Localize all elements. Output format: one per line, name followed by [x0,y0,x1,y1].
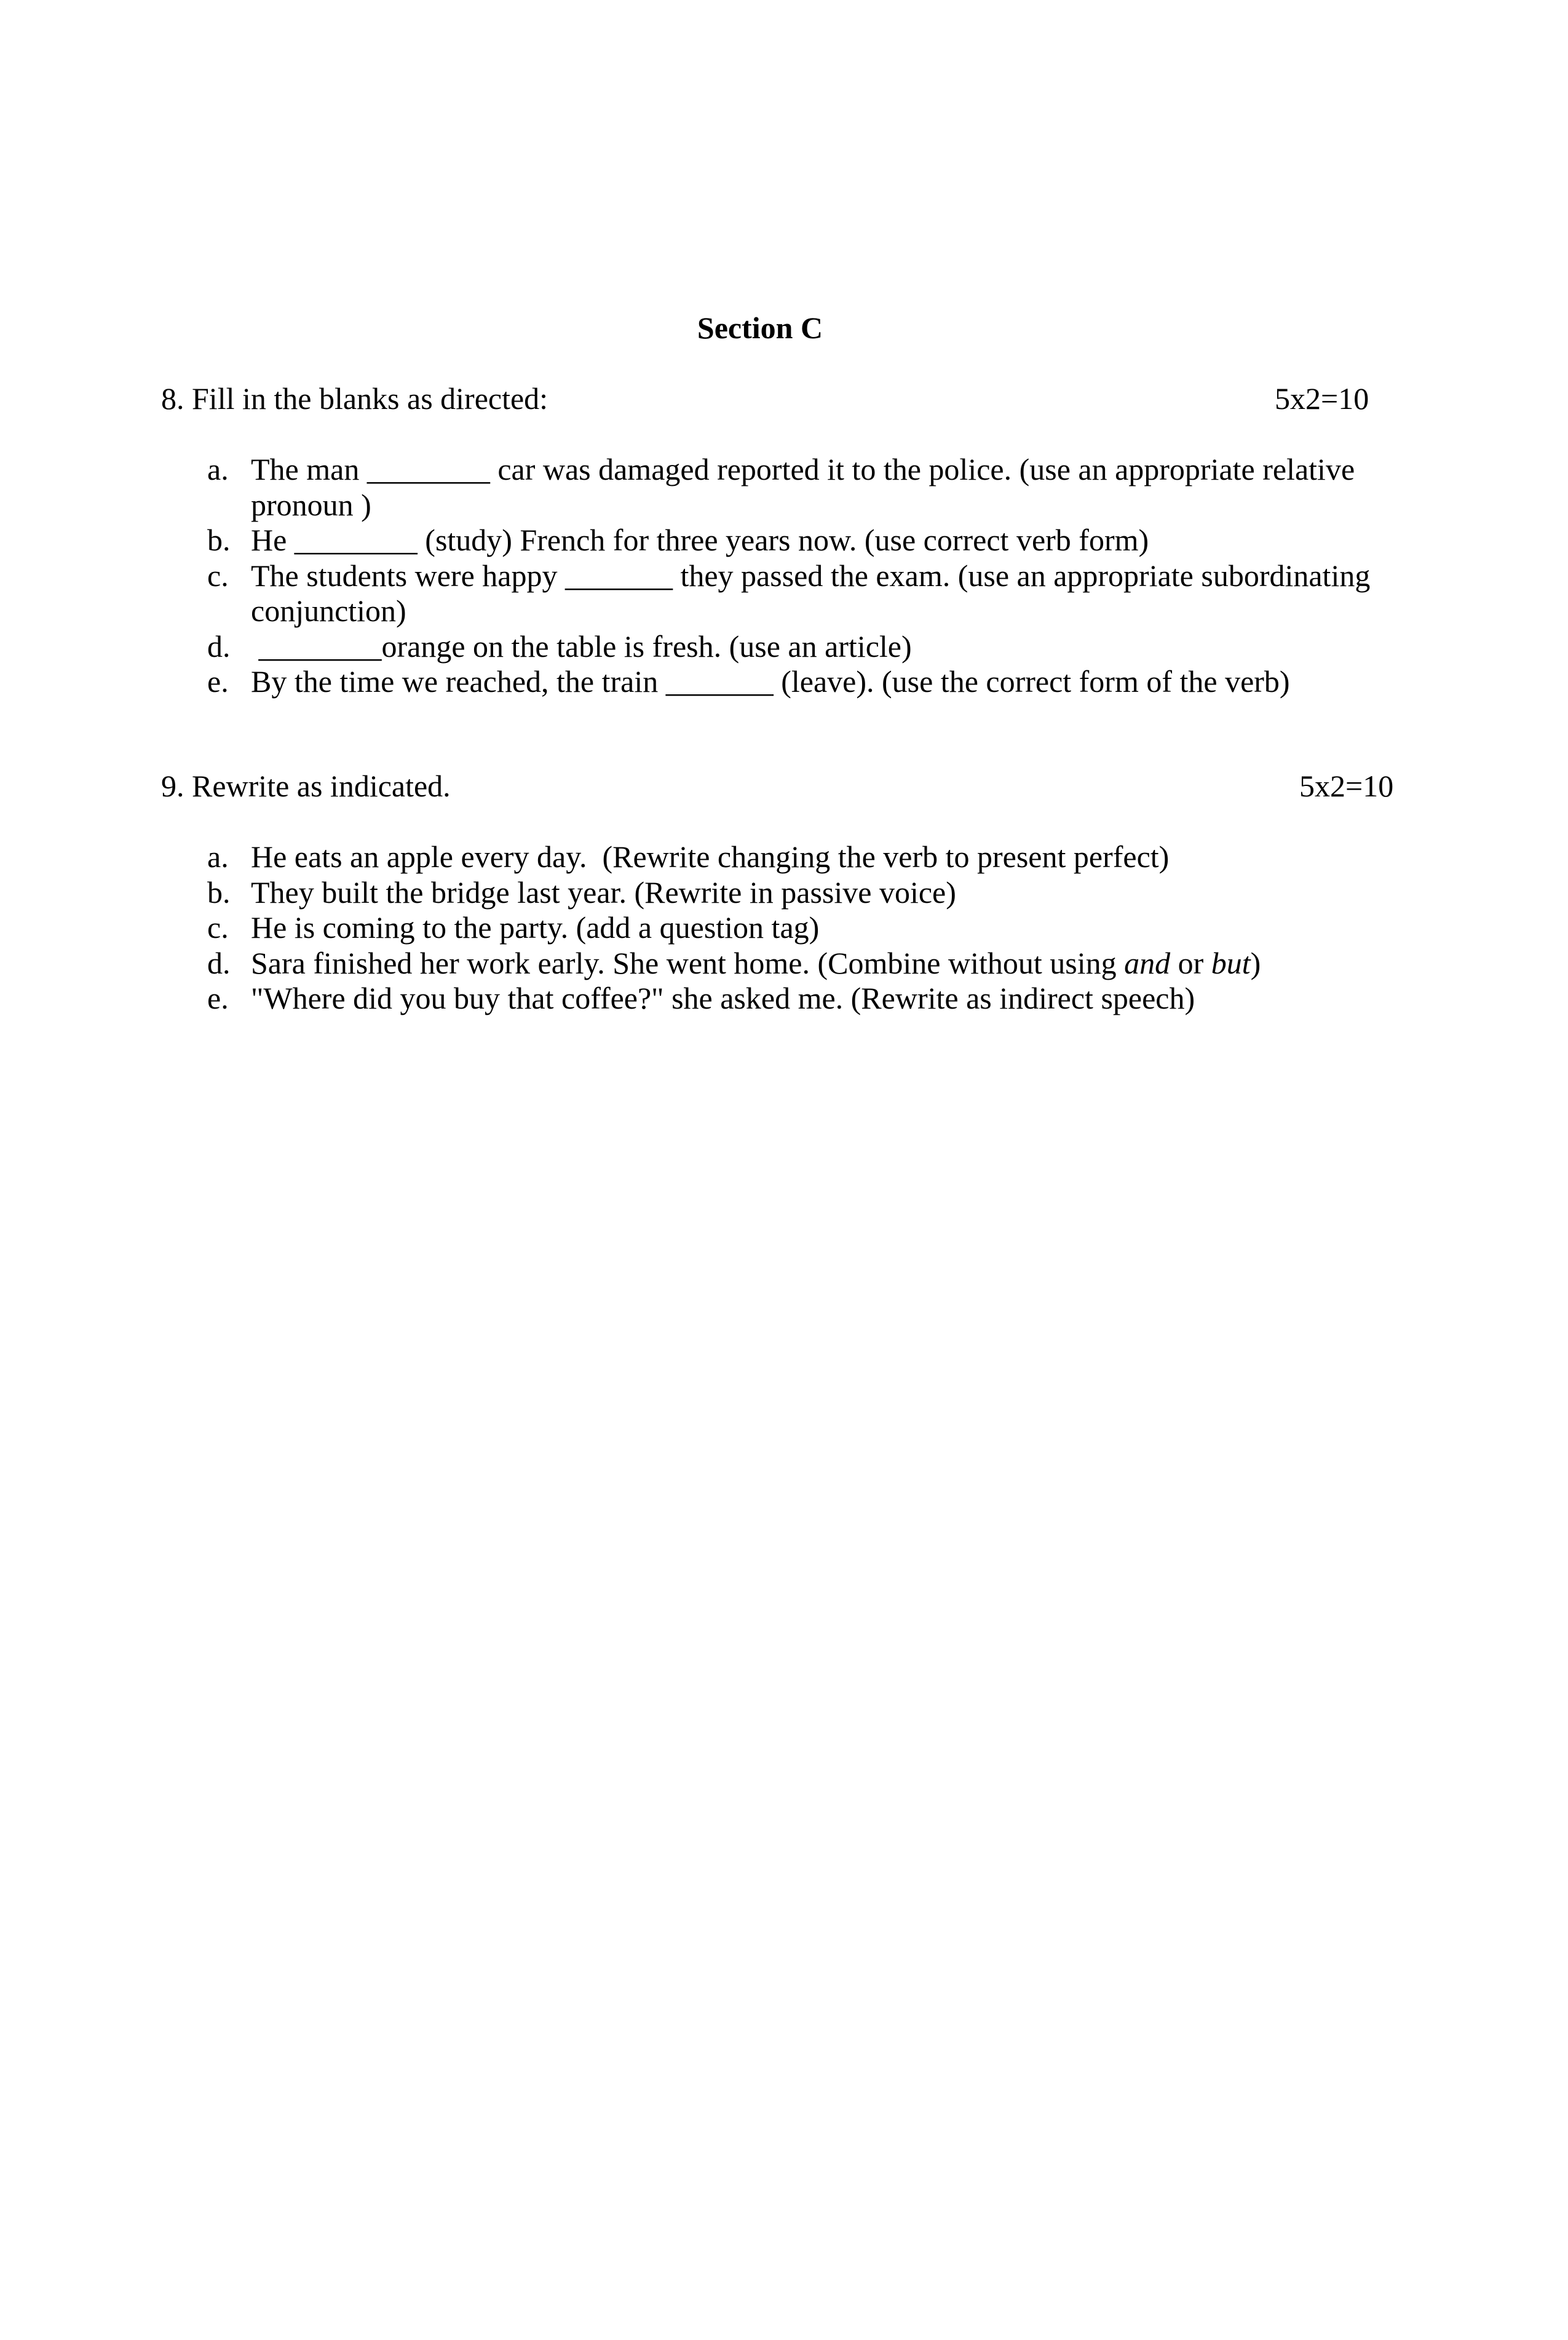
item-text: The man ________ car was damaged reported it to the police. (use an appropriate relative [251,452,1355,486]
item-letter: b. [207,523,231,557]
item-line-e [207,664,1568,700]
item-line-a [207,839,1568,875]
item-text: pronoun ) [251,487,371,522]
questions [0,381,1568,1017]
item-letter: c. [207,910,229,945]
item-line-c [251,593,1568,629]
item-line-b [207,523,1568,558]
item-text: conjunction) [251,593,406,628]
item-text: or [1170,945,1211,980]
question-header [161,381,1568,417]
italic-word: but [1211,945,1251,980]
item-text: "Where did you buy that coffee?" she asked me. (Rewrite as indirect speech) [251,981,1195,1015]
question-items [0,839,1568,1017]
section-title: Section C [697,311,823,345]
item-text: By the time we reached, the train _______ (leave). (use the correct form of the verb) [251,664,1290,699]
question-items [0,452,1568,700]
item-text: Sara finished her work early. She went home. (Combine without using [251,945,1125,980]
item-line-b [207,875,1568,911]
item-line-d [207,629,1568,665]
item-letter: d. [207,629,231,664]
question-title: 9. Rewrite as indicated. [161,769,451,803]
question-header [161,769,1568,804]
question-marks: 5x2=10 [1275,381,1369,416]
item-text: He is coming to the party. (add a question tag) [251,910,820,945]
item-text: They built the bridge last year. (Rewrite in passive voice) [251,875,956,910]
item-line-e [207,981,1568,1017]
item-text: The students were happy _______ they passed the exam. (use an appropriate subordinating [251,558,1371,593]
question [0,381,1568,700]
item-line-a [251,488,1568,523]
item-letter: a. [207,452,229,486]
item-line-d [207,946,1568,982]
question [0,769,1568,1017]
question-marks: 5x2=10 [1299,769,1394,803]
item-line-c [207,558,1568,594]
item-letter: d. [207,945,231,980]
item-line-c [207,910,1568,946]
item-text: He eats an apple every day. (Rewrite changing the verb to present perfect) [251,839,1170,874]
question-title: 8. Fill in the blanks as directed: [161,381,548,416]
document-page [0,311,1568,2340]
item-letter: c. [207,558,229,593]
item-line-a [207,452,1568,488]
item-letter: e. [207,664,229,699]
item-letter: e. [207,981,229,1015]
item-letter: a. [207,839,229,874]
item-letter: b. [207,875,231,910]
item-text: ________orange on the table is fresh. (use an article) [251,629,912,664]
item-text: He ________ (study) French for three years now. (use correct verb form) [251,523,1149,557]
item-text: ) [1250,945,1261,980]
italic-word: and [1124,945,1171,980]
